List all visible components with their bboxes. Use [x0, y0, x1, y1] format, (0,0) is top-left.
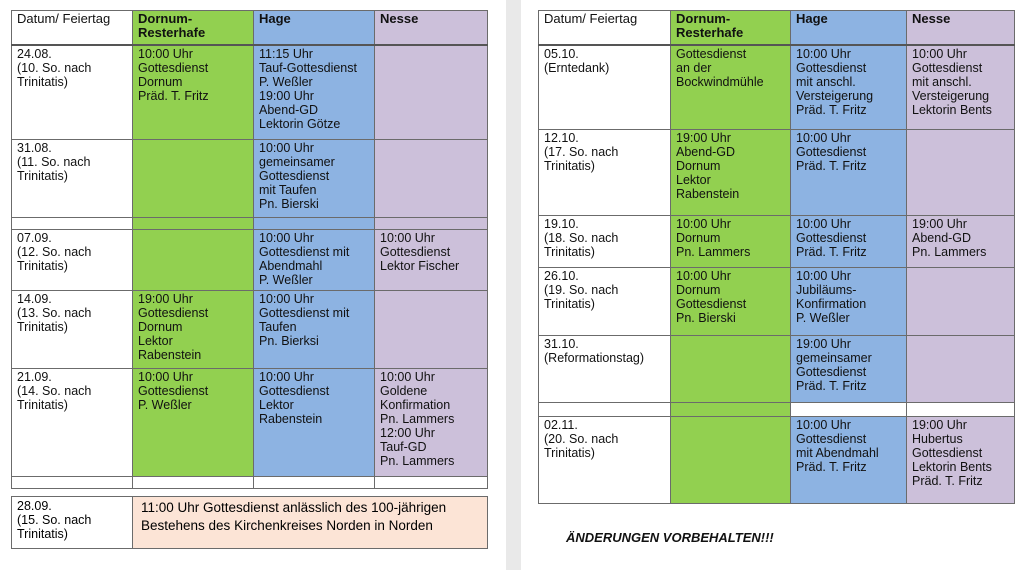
cell-nesse [907, 268, 1015, 336]
spacer-cell [907, 403, 1015, 417]
schedule-table-october-november [538, 10, 1015, 504]
cell-hage: 10:00 Uhr Gottesdienst mit Taufen Pn. Bierksi [254, 291, 375, 369]
cell-hage: 10:00 Uhr Gottesdienst Präd. T. Fritz [791, 130, 907, 216]
cell-hage: 10:00 Uhr gemeinsamer Gottesdienst mit Taufen Pn. Bierski [254, 140, 375, 218]
table-row [539, 216, 1015, 268]
special-event-table [11, 496, 488, 549]
cell-date: 26.10. (19. So. nach Trinitatis) [539, 268, 671, 336]
cell-nesse: 10:00 Uhr Gottesdienst mit anschl. Versteigerung Lektorin Bents [907, 45, 1015, 130]
cell-nesse [375, 291, 488, 369]
spacer-row [12, 477, 488, 489]
cell-nesse: 10:00 Uhr Goldene Konfirmation Pn. Lammers 12:00 Uhr Tauf-GD Pn. Lammers [375, 369, 488, 477]
cell-hage: 11:15 Uhr Tauf-Gottesdienst P. Weßler 19:00 Uhr Abend-GD Lektorin Götze [254, 45, 375, 140]
header-date: Datum/ Feiertag [539, 11, 671, 45]
cell-nesse: 19:00 Uhr Abend-GD Pn. Lammers [907, 216, 1015, 268]
cell-nesse [375, 140, 488, 218]
special-event-text: 11:00 Uhr Gottesdienst anlässlich des 100-jährigen Bestehens des Kirchenkreises Norden in Norden [133, 497, 488, 549]
table-row [12, 140, 488, 218]
schedule-table-august-september [11, 10, 488, 489]
special-event-row [12, 497, 488, 549]
cell-dornum: 10:00 Uhr Dornum Gottesdienst Pn. Bierski [671, 268, 791, 336]
table-row [12, 45, 488, 140]
spacer-cell [375, 477, 488, 489]
cell-dornum: 10:00 Uhr Dornum Pn. Lammers [671, 216, 791, 268]
spacer-cell [671, 403, 791, 417]
cell-dornum: 10:00 Uhr Gottesdienst P. Weßler [133, 369, 254, 477]
cell-nesse: 10:00 Uhr Gottesdienst Lektor Fischer [375, 230, 488, 291]
cell-date: 31.10. (Reformationstag) [539, 336, 671, 403]
table-row [539, 45, 1015, 130]
changes-reserved-notice: ÄNDERUNGEN VORBEHALTEN!!! [566, 530, 774, 545]
spacer-cell [12, 477, 133, 489]
spacer-cell [254, 477, 375, 489]
header-hage: Hage [791, 11, 907, 45]
table-row [539, 268, 1015, 336]
spacer-row [12, 218, 488, 230]
special-date: 28.09. (15. So. nach Trinitatis) [12, 497, 133, 549]
cell-hage: 10:00 Uhr Gottesdienst mit Abendmahl Präd. T. Fritz [791, 417, 907, 504]
spacer-cell [12, 218, 133, 230]
cell-nesse: 19:00 Uhr Hubertus Gottesdienst Lektorin Bents Präd. T. Fritz [907, 417, 1015, 504]
cell-hage: 10:00 Uhr Gottesdienst mit anschl. Versteigerung Präd. T. Fritz [791, 45, 907, 130]
cell-date: 02.11. (20. So. nach Trinitatis) [539, 417, 671, 504]
cell-date: 21.09. (14. So. nach Trinitatis) [12, 369, 133, 477]
cell-hage: 10:00 Uhr Jubiläums- Konfirmation P. Weßler [791, 268, 907, 336]
cell-dornum: Gottesdienst an der Bockwindmühle [671, 45, 791, 130]
spacer-cell [254, 218, 375, 230]
spacer-cell [539, 403, 671, 417]
spacer-cell [375, 218, 488, 230]
table-header-row [12, 11, 488, 45]
table-row [539, 130, 1015, 216]
page-left [0, 0, 506, 570]
spacer-cell [133, 477, 254, 489]
cell-dornum [133, 230, 254, 291]
header-dornum: Dornum- Resterhafe [671, 11, 791, 45]
cell-hage: 10:00 Uhr Gottesdienst Präd. T. Fritz [791, 216, 907, 268]
cell-date: 14.09. (13. So. nach Trinitatis) [12, 291, 133, 369]
table-row [12, 230, 488, 291]
cell-date: 19.10. (18. So. nach Trinitatis) [539, 216, 671, 268]
table-row [539, 336, 1015, 403]
cell-date: 12.10. (17. So. nach Trinitatis) [539, 130, 671, 216]
cell-date: 24.08. (10. So. nach Trinitatis) [12, 45, 133, 140]
cell-hage: 10:00 Uhr Gottesdienst mit Abendmahl P. Weßler [254, 230, 375, 291]
cell-dornum: 10:00 Uhr Gottesdienst Dornum Präd. T. Fritz [133, 45, 254, 140]
cell-hage: 19:00 Uhr gemeinsamer Gottesdienst Präd. T. Fritz [791, 336, 907, 403]
cell-date: 31.08. (11. So. nach Trinitatis) [12, 140, 133, 218]
cell-nesse [907, 130, 1015, 216]
cell-date: 07.09. (12. So. nach Trinitatis) [12, 230, 133, 291]
table-row [12, 369, 488, 477]
cell-dornum [671, 336, 791, 403]
header-nesse: Nesse [375, 11, 488, 45]
cell-dornum: 19:00 Uhr Gottesdienst Dornum Lektor Rabenstein [133, 291, 254, 369]
cell-date: 05.10. (Erntedank) [539, 45, 671, 130]
cell-nesse [375, 45, 488, 140]
header-nesse: Nesse [907, 11, 1015, 45]
spacer-cell [133, 218, 254, 230]
header-date: Datum/ Feiertag [12, 11, 133, 45]
cell-dornum [671, 417, 791, 504]
table-header-row [539, 11, 1015, 45]
cell-dornum [133, 140, 254, 218]
table-row [539, 417, 1015, 504]
spacer-row [539, 403, 1015, 417]
header-hage: Hage [254, 11, 375, 45]
spacer-cell [791, 403, 907, 417]
header-dornum: Dornum- Resterhafe [133, 11, 254, 45]
cell-hage: 10:00 Uhr Gottesdienst Lektor Rabenstein [254, 369, 375, 477]
cell-dornum: 19:00 Uhr Abend-GD Dornum Lektor Rabenstein [671, 130, 791, 216]
table-row [12, 291, 488, 369]
cell-nesse [907, 336, 1015, 403]
